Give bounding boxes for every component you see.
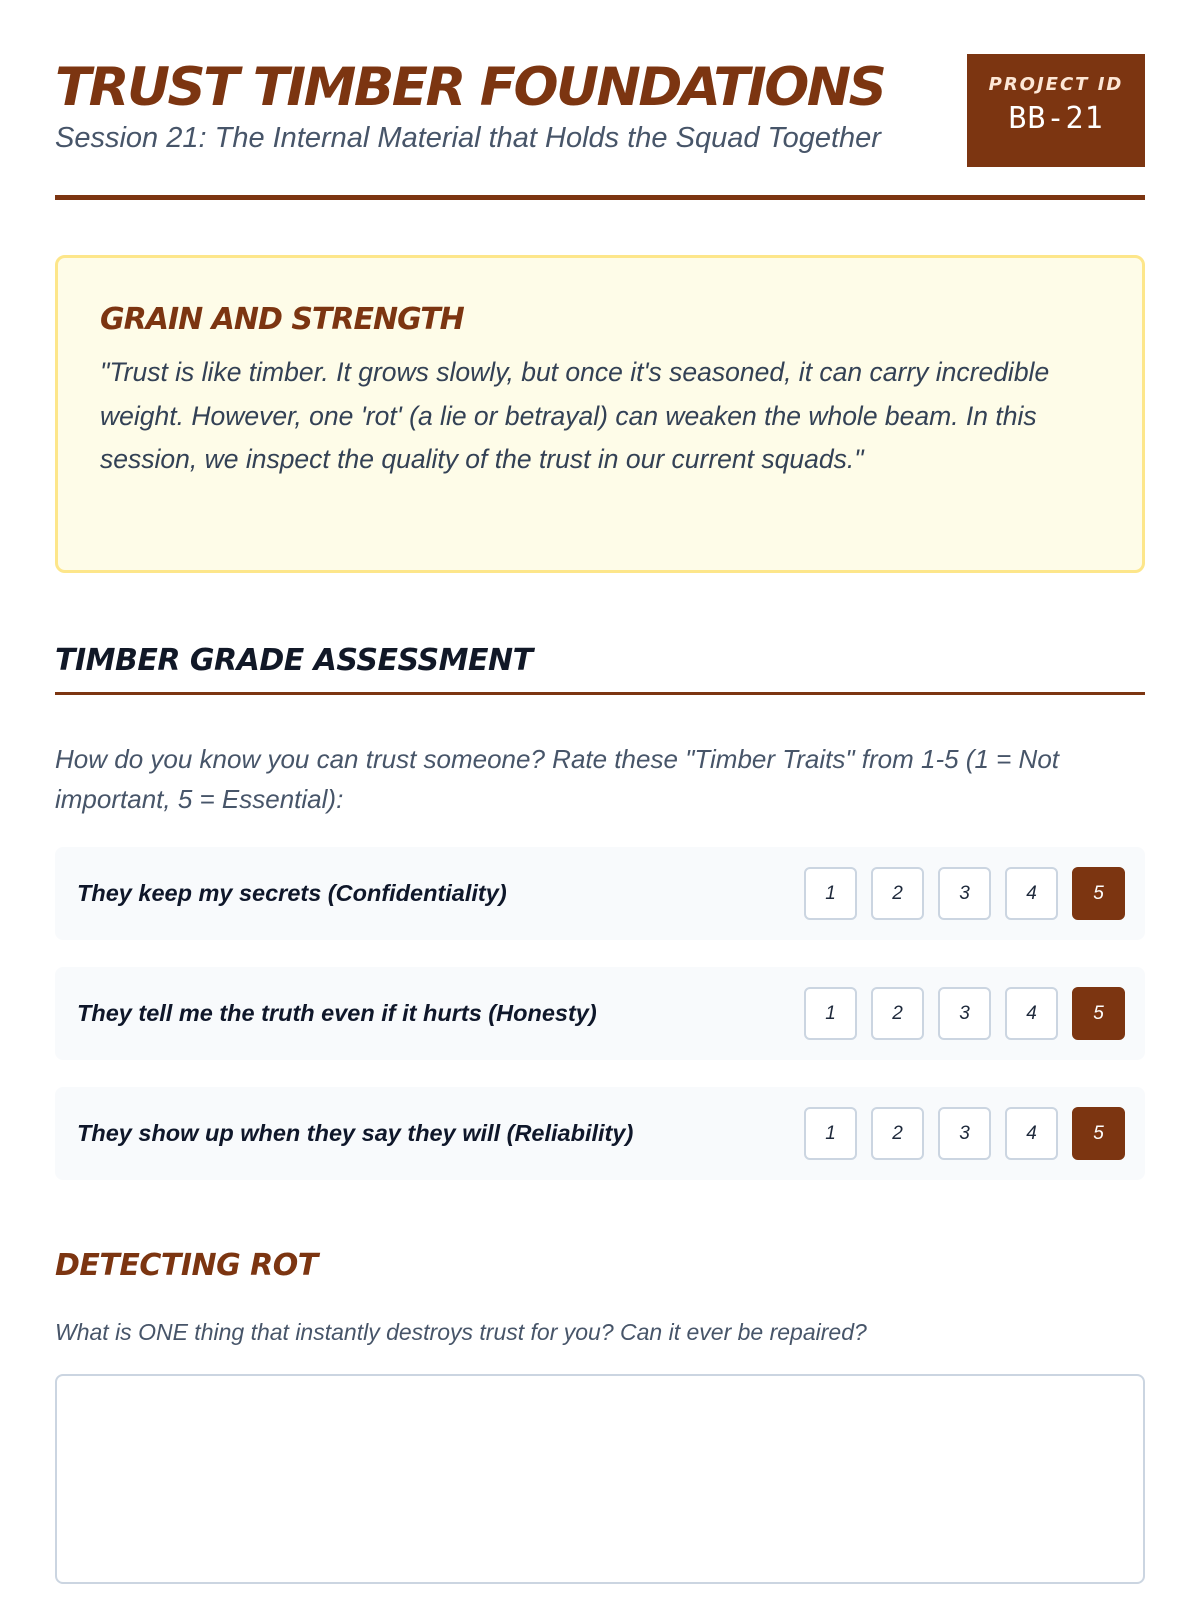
project-id-badge <box>967 54 1145 167</box>
rating-option-3[interactable]: 3 <box>938 867 991 920</box>
rating-row <box>55 1087 1145 1180</box>
rating-option-2[interactable]: 2 <box>871 867 924 920</box>
page-title: TRUST TIMBER FOUNDATIONS <box>55 57 885 118</box>
rating-option-2[interactable]: 2 <box>871 1107 924 1160</box>
rating-option-5[interactable]: 5 <box>1072 1107 1125 1160</box>
assessment-instructions: How do you know you can trust someone? Rate these "Timber Traits" from 1-5 (1 = Not important, 5 = Essential): <box>55 744 1060 814</box>
rating-option-1[interactable]: 1 <box>804 1107 857 1160</box>
callout-title: GRAIN AND STRENGTH <box>100 302 464 337</box>
rot-heading: DETECTING ROT <box>55 1248 318 1283</box>
rot-answer-field[interactable] <box>55 1374 1145 1584</box>
callout-quote: "Trust is like timber. It grows slowly, but once it's seasoned, it can carry incredible weight. However, one 'rot' (a lie or betrayal) can weaken the whole beam. In this session, we inspect the quality of the trust in our current squads." <box>100 357 1050 474</box>
rating-row <box>55 967 1145 1060</box>
rating-scale <box>804 987 1125 1040</box>
rating-option-5[interactable]: 5 <box>1072 867 1125 920</box>
rating-label: They keep my secrets (Confidentiality) <box>77 880 507 906</box>
assessment-heading: TIMBER GRADE ASSESSMENT <box>55 643 1145 695</box>
rating-option-3[interactable]: 3 <box>938 1107 991 1160</box>
rating-option-5[interactable]: 5 <box>1072 987 1125 1040</box>
rating-option-4[interactable]: 4 <box>1005 987 1058 1040</box>
header <box>55 0 1145 200</box>
rating-option-1[interactable]: 1 <box>804 867 857 920</box>
rot-prompt: What is ONE thing that instantly destroys trust for you? Can it ever be repaired? <box>55 1319 867 1345</box>
rating-option-3[interactable]: 3 <box>938 987 991 1040</box>
project-id-value: BB-21 <box>1008 101 1104 136</box>
grain-callout <box>55 255 1145 573</box>
rating-option-1[interactable]: 1 <box>804 987 857 1040</box>
rating-option-4[interactable]: 4 <box>1005 1107 1058 1160</box>
rating-label: They show up when they say they will (Reliability) <box>77 1120 634 1146</box>
rating-option-2[interactable]: 2 <box>871 987 924 1040</box>
rating-list <box>55 847 1145 1180</box>
rating-row <box>55 847 1145 940</box>
rating-label: They tell me the truth even if it hurts (Honesty) <box>77 1000 597 1026</box>
rating-scale <box>804 1107 1125 1160</box>
project-id-label: PROJECT ID <box>988 74 1124 95</box>
page-subtitle: Session 21: The Internal Material that Holds the Squad Together <box>55 122 881 154</box>
rating-option-4[interactable]: 4 <box>1005 867 1058 920</box>
rating-scale <box>804 867 1125 920</box>
